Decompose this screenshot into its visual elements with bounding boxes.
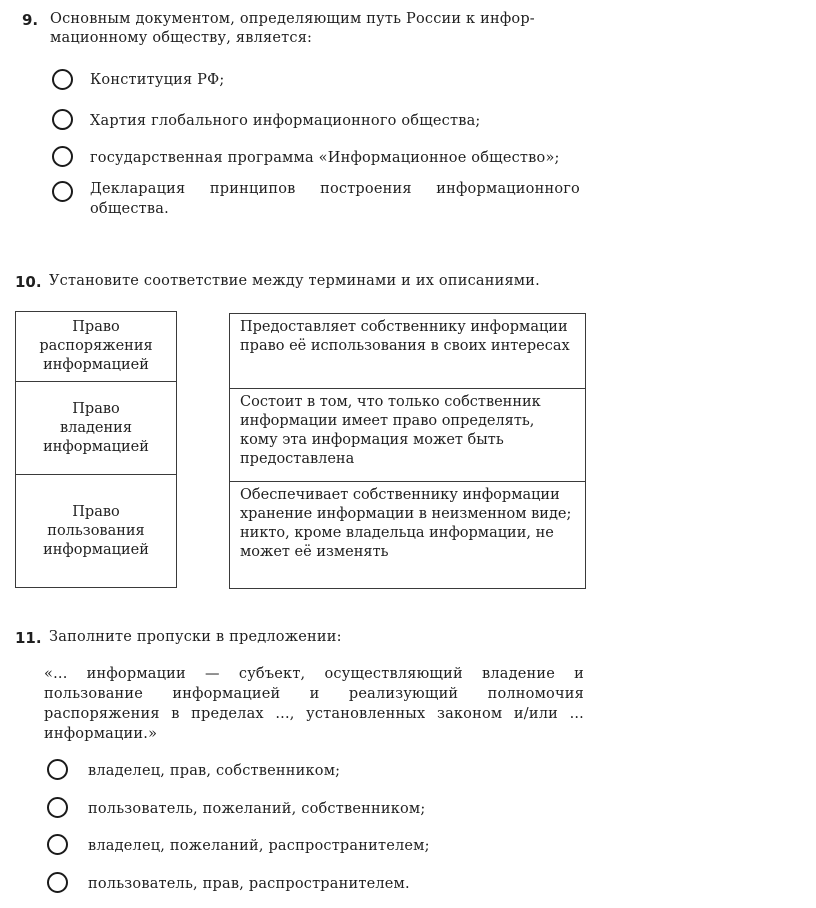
term-cell[interactable]: Право пользования информацией [43, 503, 149, 558]
term-cell[interactable]: Право распоряжения информацией [39, 319, 153, 373]
radio-button[interactable] [47, 759, 68, 780]
option-label: Хартия глобального информационного общества; [90, 113, 481, 129]
description-cell[interactable]: Состоит в том, что только собственник информации имеет право определять, кому эта информация может быть предоставлена [240, 394, 541, 467]
description-cell[interactable]: Обеспечивает собственнику информации хранение информации в неизменном виде; никто, кроме владельца информации, не может её изменять [240, 487, 572, 560]
radio-button[interactable] [47, 834, 68, 855]
radio-button[interactable] [52, 181, 73, 202]
question-number: 10. [15, 273, 42, 291]
option-label: пользователь, прав, распространителем. [88, 876, 410, 892]
answer-option[interactable] [47, 797, 587, 818]
question-text-line: мационному обществу, является: [50, 30, 313, 46]
radio-button[interactable] [52, 109, 73, 130]
question-number: 11. [15, 629, 42, 647]
option-label: пользователь, пожеланий, собственником; [88, 801, 426, 817]
term-cell[interactable]: Право владения информацией [43, 400, 149, 455]
answer-option[interactable] [47, 834, 587, 855]
descriptions-table [229, 313, 586, 589]
question-text: Установите соответствие между терминами и их описаниями. [49, 273, 540, 289]
answer-option[interactable] [52, 69, 592, 90]
description-cell[interactable]: Предоставляет собственнику информации право её использования в своих интересах [240, 319, 570, 354]
radio-button[interactable] [52, 146, 73, 167]
option-label: владелец, прав, собственником; [88, 763, 341, 779]
option-label: государственная программа «Информационное общество»; [90, 150, 560, 166]
question-text: Заполните пропуски в предложении: [49, 629, 342, 645]
option-label: Конституция РФ; [90, 72, 225, 88]
option-label: владелец, пожеланий, распространителем; [88, 838, 430, 854]
answer-option[interactable] [52, 179, 592, 219]
answer-option[interactable] [52, 109, 592, 130]
radio-button[interactable] [52, 69, 73, 90]
answer-option[interactable] [52, 146, 592, 167]
terms-table [15, 311, 177, 475]
radio-button[interactable] [47, 797, 68, 818]
answer-option[interactable] [47, 872, 587, 893]
quote-text: «... информации — субъект, осуществляющий владение и пользование информацией и реализующий полномочия распоряжения в пределах ..., установленных законом и/или ... информации.» [44, 666, 584, 742]
question-text-line: Основным документом, определяющим путь России к инфор- [50, 11, 535, 27]
question-number: 9. [22, 11, 39, 29]
answer-option[interactable] [47, 759, 587, 780]
question-text [50, 10, 590, 48]
radio-button[interactable] [47, 872, 68, 893]
option-label: Декларация принципов построения информационного общества. [90, 181, 580, 217]
terms-table-cell [15, 474, 177, 588]
